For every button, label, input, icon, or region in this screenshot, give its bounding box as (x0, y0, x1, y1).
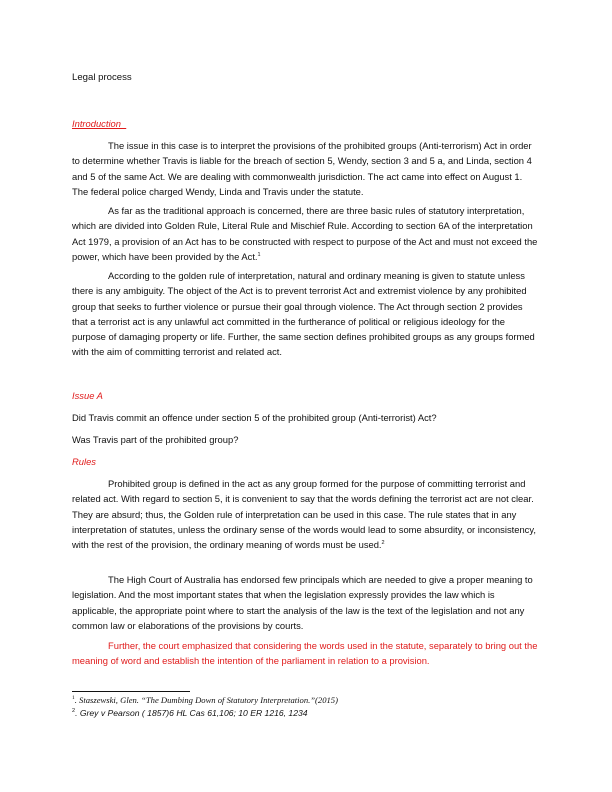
footnote-ref-2: 2 (381, 540, 385, 547)
intro-paragraph-1: The issue in this case is to interpret the provisions of the prohibited groups (Anti-terrorism) Act in order to determine whether Travis is liable for the breach of section 5, Wendy, section 3 and 5 a, and Linda, section 4 and 5 of the same Act. We are dealing with commonwealth jurisdiction. The act came into effect on August 1. The federal police charged Wendy, Linda and Travis under the statute. (72, 140, 532, 197)
footnote-ref-1: 1 (257, 251, 261, 258)
intro-paragraph-2 (72, 203, 540, 264)
document-title: Legal process (72, 72, 132, 83)
footnote-2 (72, 708, 540, 719)
intro-paragraph-3: According to the golden rule of interpretation, natural and ordinary meaning is given to statute unless there is any ambiguity. The object of the Act is to prevent terrorist Act and extremist violence by any prohibited group that seeks to further violence or pursue their goal through violence. The Act through section 2 provides that a terrorist act is any unlawful act committed in the furtherance of political or religious ideology for the purpose of damaging property or life. Further, the same section defines prohibited groups as any groups formed with the aim of committing terrorist and related act. (72, 270, 535, 358)
rules-paragraph-1 (72, 476, 540, 552)
footnote-2-number: 2 (72, 708, 76, 715)
issue-question-2: Was Travis part of the prohibited group? (72, 434, 239, 445)
issue-question-1: Did Travis commit an offence under section 5 of the prohibited group (Anti-terrorist) Act? (72, 412, 437, 423)
rules-paragraph-2: The High Court of Australia has endorsed few principals which are needed to give a proper meaning to legislation. And the most important states that when the legislation expressly provides the law which is applicable, the appropriate point where to start the analysis of the law is the text of the legislation and not any common law or elaborations of the provisions by courts. (72, 574, 533, 631)
footnote-2-text: . Grey v Pearson ( 1857)6 HL Cas 61,106; 10 ER 1216, 1234 (75, 708, 308, 718)
footnote-1-text: . Staszewski, Glen. “The Dumbing Down of Statutory Interpretation.”(2015) (74, 695, 338, 705)
rules-paragraph-1-text: Prohibited group is defined in the act as any group formed for the purpose of committing terrorist and related act. With regard to section 5, it is convenient to say that the words defining the terrorist act are not clear. They are absurd; thus, the Golden rule of interpretation can be used in this case. The rule states that in any interpretation of statutes, unless the ordinary sense of the words would lead to some absurdity, or inconsistency, with the rest of the provision, the ordinary meaning of words must be used. (72, 478, 536, 551)
footnote-1-number: 1 (72, 695, 75, 702)
issue-heading: Issue A (72, 390, 103, 401)
footnote-divider (72, 691, 190, 692)
footnote-1 (72, 695, 540, 706)
introduction-heading (72, 116, 540, 131)
intro-paragraph-2-text: As far as the traditional approach is concerned, there are three basic rules of statutory interpretation, which are divided into Golden Rule, Literal Rule and Mischief Rule. According to section 6A of the interpretation Act 1979, a provision of an Act has to be constructed with respect to purpose of the Act and must not exceed the power, which have been provided by the Act. (72, 205, 538, 262)
introduction-heading-text: Introduction (72, 118, 121, 129)
rules-heading: Rules (72, 456, 96, 467)
red-paragraph: Further, the court emphasized that considering the words used in the statute, separately to bring out the meaning of word and establish the intention of the parliament in relation to a provision. (72, 640, 538, 667)
